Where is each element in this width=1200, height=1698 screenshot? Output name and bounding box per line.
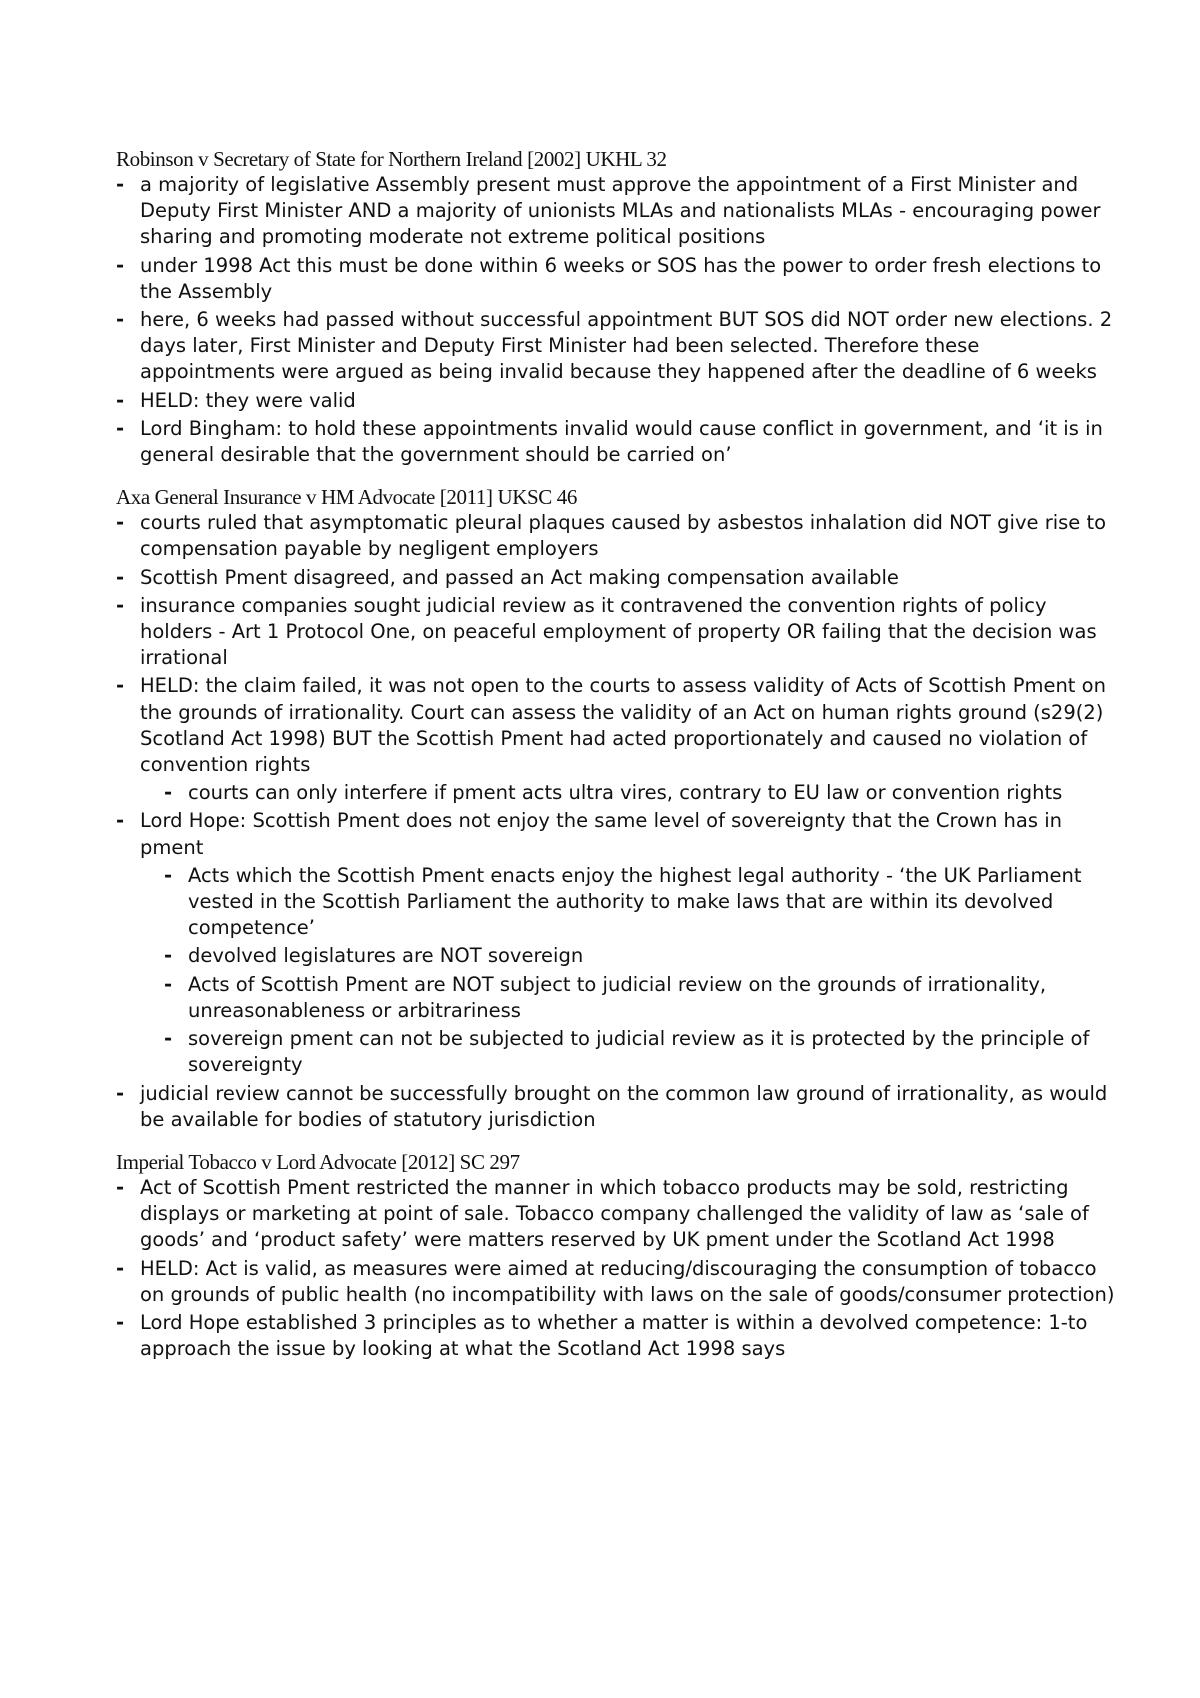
bullet-text: here, 6 weeks had passed without successful appointment BUT SOS did NOT order new elections. 2 days later, First Minister and Deputy First Minister had been selected. Therefore these appointments were argued as being invalid because they happened after the deadline of 6 weeks <box>140 308 1113 384</box>
dash-bullet-icon: - <box>116 674 125 698</box>
bullet-text: Lord Hope: Scottish Pment does not enjoy the same level of sovereignty that the Crown has in pment <box>140 809 1062 859</box>
bullet-item <box>116 388 1116 414</box>
bullet-item <box>116 673 1116 778</box>
bullet-text: judicial review cannot be successfully brought on the common law ground of irrationality, as would be available for bodies of statutory jurisdiction <box>140 1081 1108 1131</box>
bullet-text: Acts which the Scottish Pment enacts enjoy the highest legal authority - ‘the UK Parliament vested in the Scottish Parliament the authority to make laws that are within its devolved competence’ <box>188 863 1082 940</box>
bullet-list <box>116 510 1116 1133</box>
bullet-text: courts ruled that asymptomatic pleural plaques caused by asbestos inhalation did NOT give rise to compensation payable by negligent employers <box>140 511 1107 561</box>
dash-bullet-icon: - <box>116 511 125 535</box>
bullet-text: Act of Scottish Pment restricted the manner in which tobacco products may be sold, restricting displays or marketing at point of sale. Tobacco company challenged the validity of law as ‘sale of goods’ and ‘product safety’ were matters reserved by UK pment under the Scotland Act 1998 <box>140 1175 1089 1252</box>
bullet-item <box>116 565 1116 591</box>
dash-bullet-icon: - <box>164 781 173 805</box>
dash-bullet-icon: - <box>116 1081 125 1105</box>
bullet-item <box>116 1175 1116 1254</box>
dash-bullet-icon: - <box>164 944 173 968</box>
bullet-text: a majority of legislative Assembly present must approve the appointment of a First Minister and Deputy First Minister AND a majority of unionists MLAs and nationalists MLAs - encouraging power sharing and promoting moderate not extreme political positions <box>140 173 1101 249</box>
dash-bullet-icon: - <box>116 565 125 589</box>
dash-bullet-icon: - <box>116 388 125 412</box>
bullet-text: Lord Hope established 3 principles as to whether a matter is within a devolved competence: 1-to approach the issue by looking at what the Scotland Act 1998 says <box>140 1310 1088 1361</box>
bullet-list <box>116 1175 1116 1362</box>
dash-bullet-icon: - <box>116 308 125 332</box>
dash-bullet-icon: - <box>116 809 125 833</box>
bullet-item <box>116 808 1116 860</box>
case-section <box>116 1149 1116 1362</box>
bullet-item <box>116 172 1116 251</box>
sub-bullet-item <box>116 780 1116 806</box>
bullet-text: HELD: Act is valid, as measures were aimed at reducing/discouraging the consumption of tobacco on grounds of public health (no incompatibility with laws on the sale of goods/consumer protection) <box>140 1256 1115 1306</box>
bullet-text: insurance companies sought judicial review as it contravened the convention rights of policy holders - Art 1 Protocol One, on peaceful employment of property OR failing that the decision was irrational <box>140 593 1097 670</box>
dash-bullet-icon: - <box>116 416 125 440</box>
dash-bullet-icon: - <box>164 972 173 996</box>
bullet-text: Lord Bingham: to hold these appointments invalid would cause conflict in government, and ‘it is in general desirable that the government should be carried on’ <box>140 416 1103 467</box>
dash-bullet-icon: - <box>164 1027 173 1051</box>
bullet-item <box>116 307 1116 386</box>
bullet-list <box>116 172 1116 468</box>
sub-bullet-item <box>116 943 1116 969</box>
case-title: Axa General Insurance v HM Advocate [2011] UKSC 46 <box>116 485 577 510</box>
dash-bullet-icon: - <box>116 173 125 196</box>
bullet-item <box>116 510 1116 562</box>
dash-bullet-icon: - <box>116 593 125 617</box>
case-title: Imperial Tobacco v Lord Advocate [2012] SC 297 <box>116 1149 520 1174</box>
bullet-text: courts can only interfere if pment acts ultra vires, contrary to EU law or convention rights <box>188 781 1063 805</box>
bullet-item <box>116 1310 1116 1362</box>
dash-bullet-icon: - <box>116 1256 125 1280</box>
bullet-text: sovereign pment can not be subjected to judicial review as it is protected by the principle of sovereignty <box>188 1027 1090 1077</box>
bullet-item <box>116 1256 1116 1308</box>
bullet-item <box>116 416 1116 468</box>
bullet-text: HELD: the claim failed, it was not open to the courts to assess validity of Acts of Scottish Pment on the grounds of irrationality. Court can assess the validity of an Act on human rights ground (s29(2) Scotland Act 1998) BUT the Scottish Pment had acted proportionately and caused no violation of convention rights <box>140 674 1106 777</box>
dash-bullet-icon: - <box>116 1310 125 1334</box>
case-section <box>116 146 1116 468</box>
bullet-text: under 1998 Act this must be done within 6 weeks or SOS has the power to order fresh elections to the Assembly <box>140 253 1102 303</box>
bullet-item <box>116 1081 1116 1133</box>
bullet-text: Scottish Pment disagreed, and passed an Act making compensation available <box>140 565 899 589</box>
document-page <box>116 146 1116 1378</box>
case-section <box>116 484 1116 1133</box>
dash-bullet-icon: - <box>116 253 125 277</box>
sub-bullet-item <box>116 1026 1116 1078</box>
sub-bullet-item <box>116 972 1116 1024</box>
bullet-item <box>116 593 1116 672</box>
dash-bullet-icon: - <box>116 1175 125 1199</box>
bullet-text: HELD: they were valid <box>140 388 356 412</box>
case-title: Robinson v Secretary of State for Northern Ireland [2002] UKHL 32 <box>116 147 667 171</box>
sub-bullet-item <box>116 863 1116 942</box>
bullet-text: Acts of Scottish Pment are NOT subject to judicial review on the grounds of irrationality, unreasonableness or arbitrariness <box>188 972 1047 1022</box>
bullet-text: devolved legislatures are NOT sovereign <box>188 944 584 968</box>
dash-bullet-icon: - <box>164 863 173 887</box>
bullet-item <box>116 253 1116 305</box>
